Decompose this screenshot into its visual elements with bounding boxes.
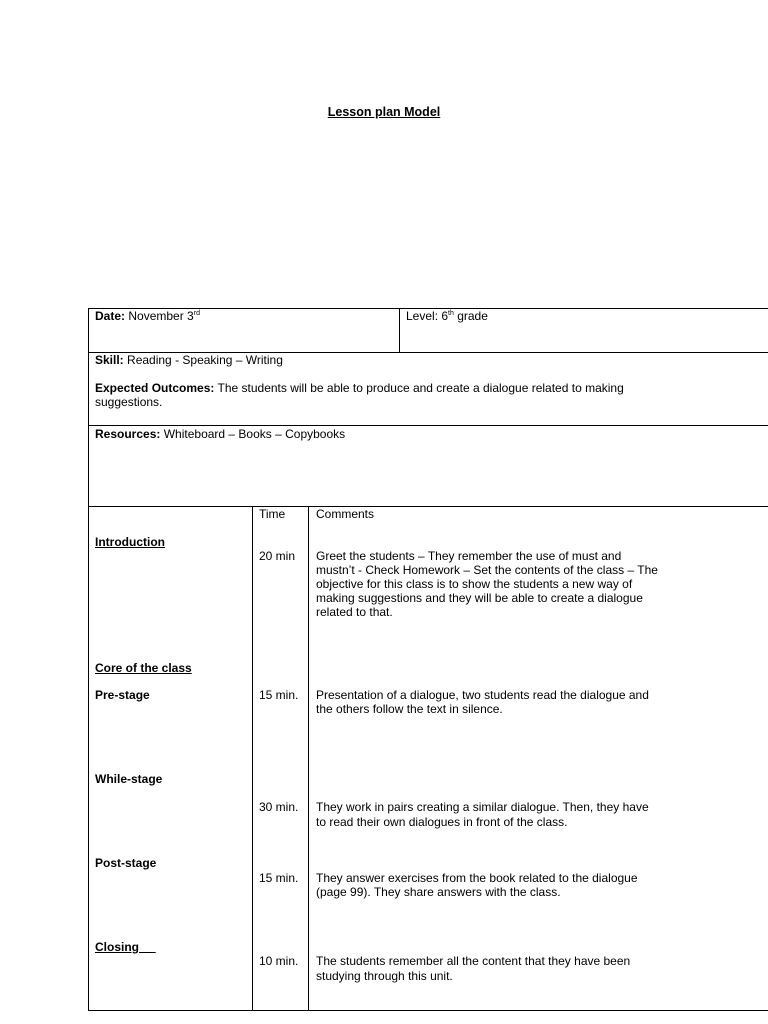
comment-while-1: They work in pairs creating a similar dialogue. Then, they have <box>316 800 649 814</box>
date-label: Date: <box>95 309 126 323</box>
level-label: Level: 6 <box>406 309 449 323</box>
comment-pre-1: Presentation of a dialogue, two students read the dialogue and <box>316 688 649 702</box>
comment-introduction-1: Greet the students – They remember the use of must and <box>316 549 622 563</box>
document-title: Lesson plan Model <box>327 105 441 119</box>
resources-label: Resources: <box>95 427 161 441</box>
date-cell <box>95 309 200 324</box>
resources-value: Whiteboard – Books – Copybooks <box>163 427 346 441</box>
comment-introduction-3: objective for this class is to show the students a new way of <box>316 577 633 591</box>
comment-introduction-5: related to that. <box>316 605 393 619</box>
skill-value: Reading - Speaking – Writing <box>127 353 283 367</box>
comment-pre-2: the others follow the text in silence. <box>316 702 503 716</box>
time-header: Time <box>259 507 286 521</box>
resources-line <box>95 427 345 442</box>
stage-core: Core of the class <box>95 661 192 675</box>
comment-introduction-2: mustn’t - Check Homework – Set the contents of the class – The <box>316 563 658 577</box>
skill-line <box>95 353 283 368</box>
time-closing: 10 min. <box>259 954 299 968</box>
comment-post-1: They answer exercises from the book related to the dialogue <box>316 871 638 885</box>
time-introduction: 20 min <box>259 549 296 563</box>
outcomes-line-1 <box>95 381 624 396</box>
outcomes-value-1: The students will be able to produce and create a dialogue related to making <box>217 381 624 395</box>
comment-while-2: to read their own dialogues in front of the class. <box>316 815 568 829</box>
comments-header: Comments <box>316 507 375 521</box>
date-suffix: rd <box>193 310 200 317</box>
stage-closing-label: Closing <box>95 940 139 954</box>
time-pre: 15 min. <box>259 688 299 702</box>
stage-while: While-stage <box>95 772 163 786</box>
stage-closing <box>95 940 156 955</box>
comment-post-2: (page 99). They share answers with the class. <box>316 885 561 899</box>
level-cell <box>406 309 488 324</box>
outcomes-row-border <box>88 425 768 426</box>
outcomes-line-2: suggestions. <box>95 395 163 409</box>
comment-closing-2: studying through this unit. <box>316 969 453 983</box>
time-column-divider <box>252 506 253 1011</box>
date-level-divider <box>399 308 400 353</box>
comments-column-divider <box>308 506 309 1011</box>
level-value: grade <box>453 309 488 323</box>
table-left-border <box>88 308 89 1011</box>
table-bottom-border <box>88 1010 768 1011</box>
skill-label: Skill: <box>95 353 124 367</box>
level-suffix: th <box>448 310 454 317</box>
time-post: 15 min. <box>259 871 299 885</box>
date-value: November 3 <box>128 309 194 323</box>
header-row-border <box>399 352 768 353</box>
comment-introduction-4: making suggestions and they will be able to create a dialogue <box>316 591 643 605</box>
outcomes-label: Expected Outcomes: <box>95 381 215 395</box>
resources-row-border <box>88 506 768 507</box>
time-while: 30 min. <box>259 800 299 814</box>
stage-introduction: Introduction <box>95 535 165 549</box>
stage-post: Post-stage <box>95 856 157 870</box>
comment-closing-1: The students remember all the content that they have been <box>316 954 631 968</box>
stage-pre: Pre-stage <box>95 688 150 702</box>
